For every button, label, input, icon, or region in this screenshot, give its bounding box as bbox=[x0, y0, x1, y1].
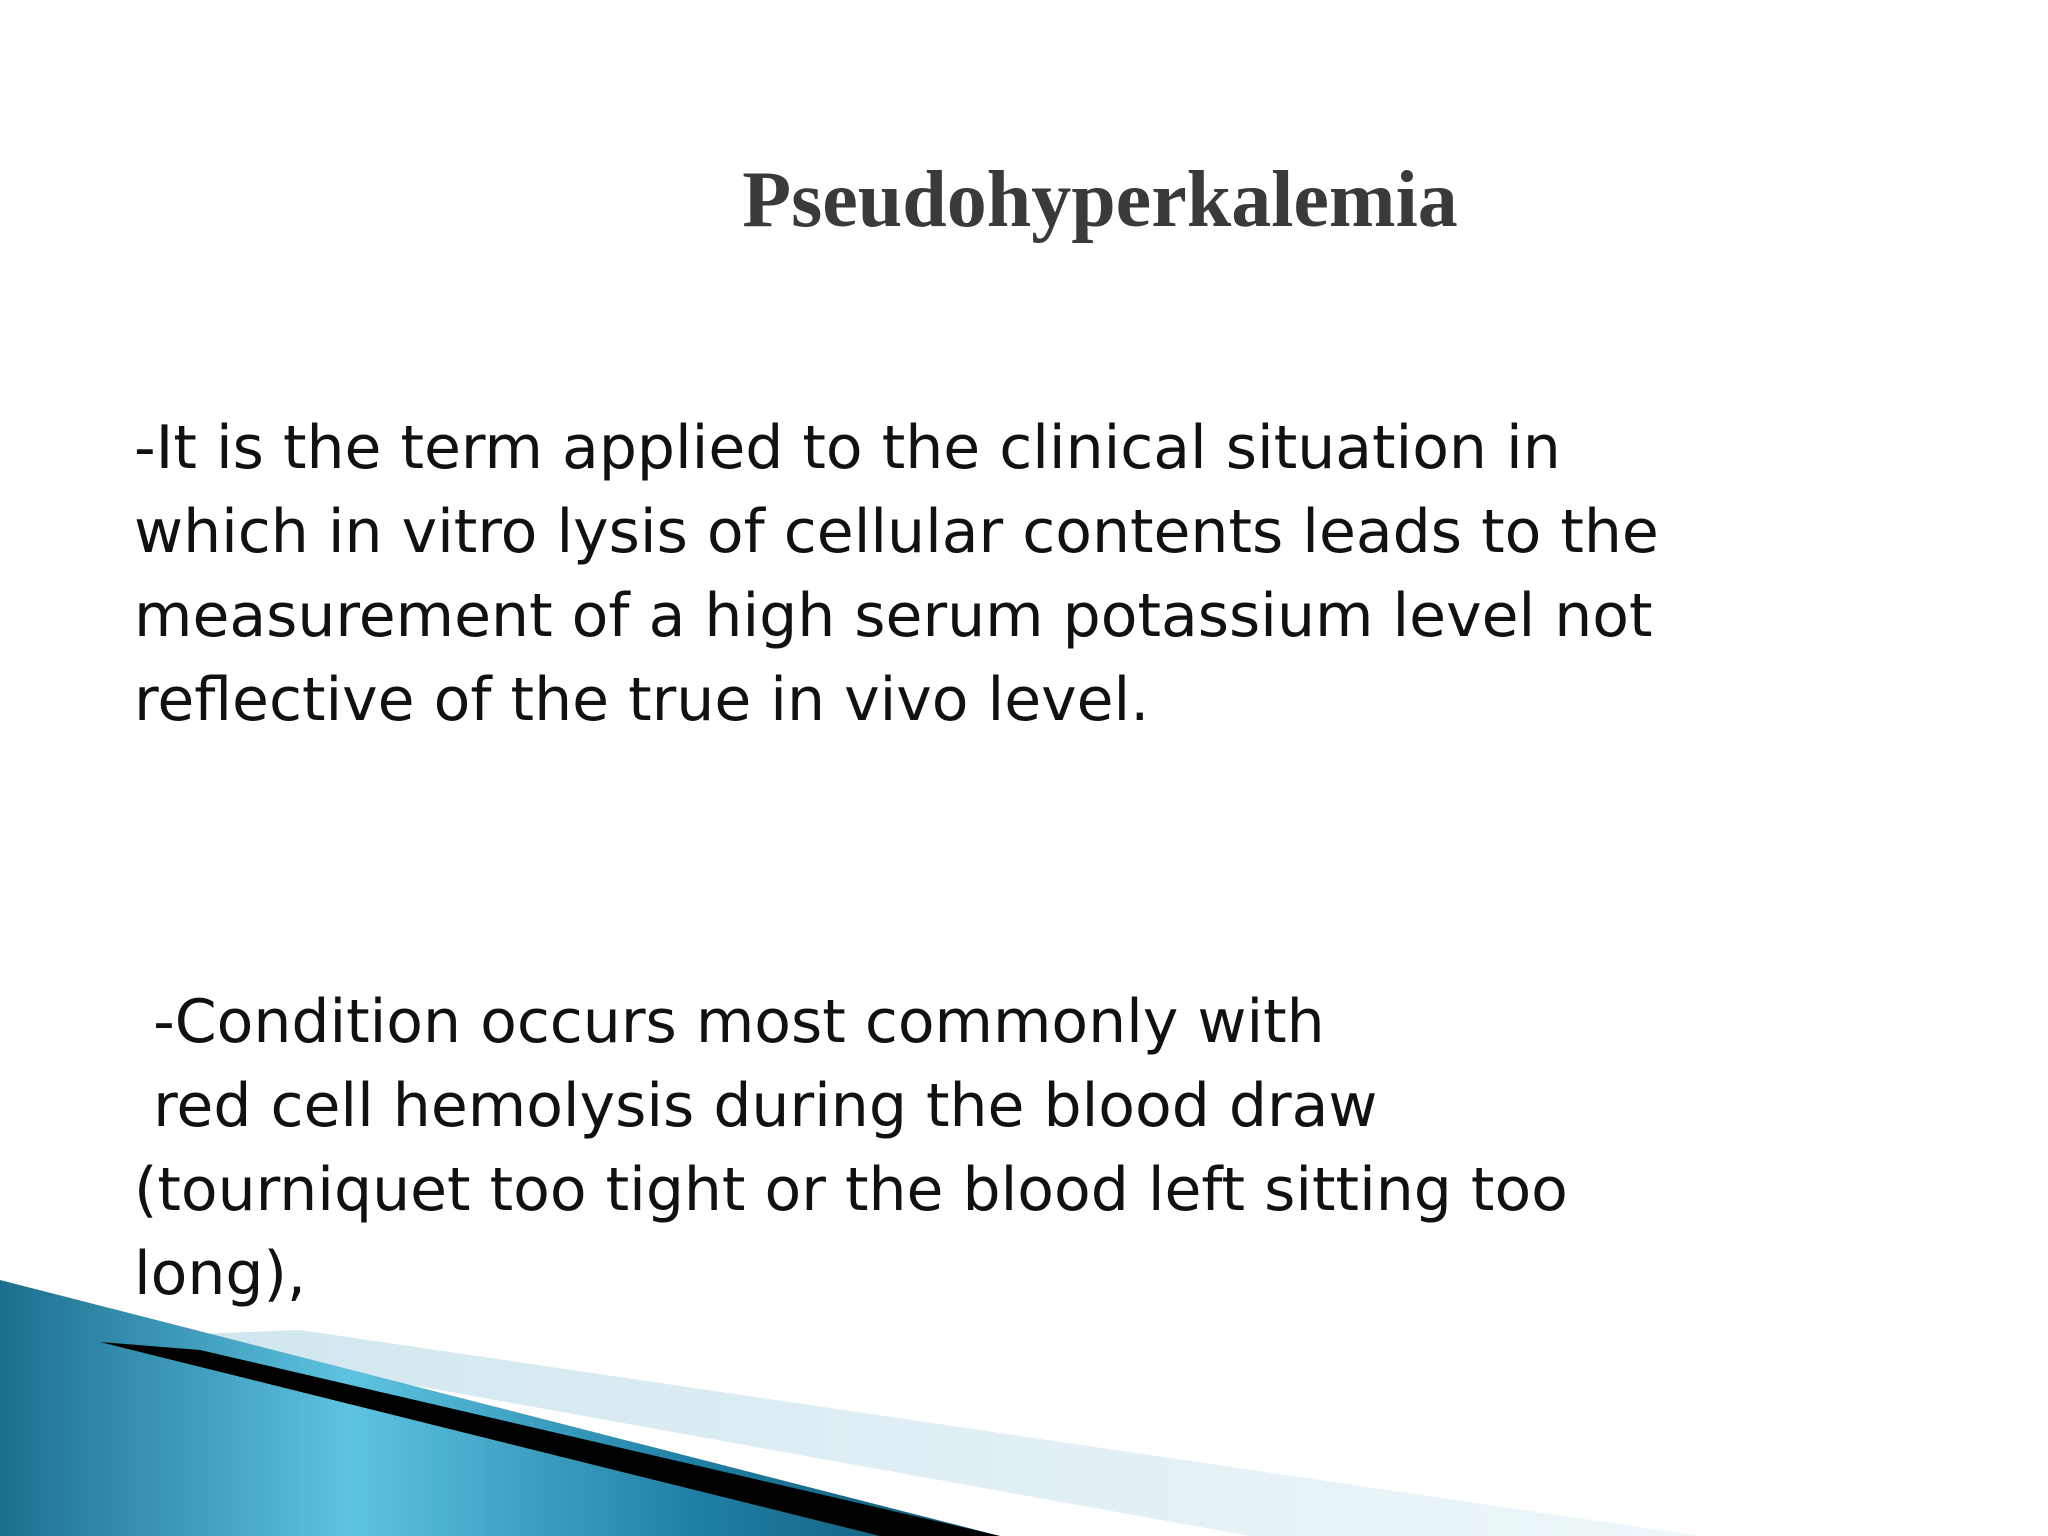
blue-wedge-shape bbox=[0, 1280, 1000, 1536]
slide-title: Pseudohyperkalemia bbox=[742, 156, 1458, 244]
decorative-swoosh bbox=[0, 1250, 2048, 1536]
paragraph-1-line: -It is the term applied to the clinical situation in bbox=[134, 413, 1561, 483]
body-paragraph-1 bbox=[134, 406, 1659, 742]
paragraph-1-line: measurement of a high serum potassium level not bbox=[134, 581, 1653, 651]
paragraph-1-line: reflective of the true in vivo level. bbox=[134, 665, 1150, 735]
paragraph-2-line: -Condition occurs most commonly with bbox=[134, 987, 1325, 1057]
paragraph-2-line: (tourniquet too tight or the blood left sitting too bbox=[134, 1155, 1568, 1225]
paragraph-2-line: red cell hemolysis during the blood draw bbox=[134, 1071, 1378, 1141]
paragraph-2-line: long), bbox=[134, 1239, 306, 1309]
paragraph-1-line: which in vitro lysis of cellular contents leads to the bbox=[134, 497, 1659, 567]
